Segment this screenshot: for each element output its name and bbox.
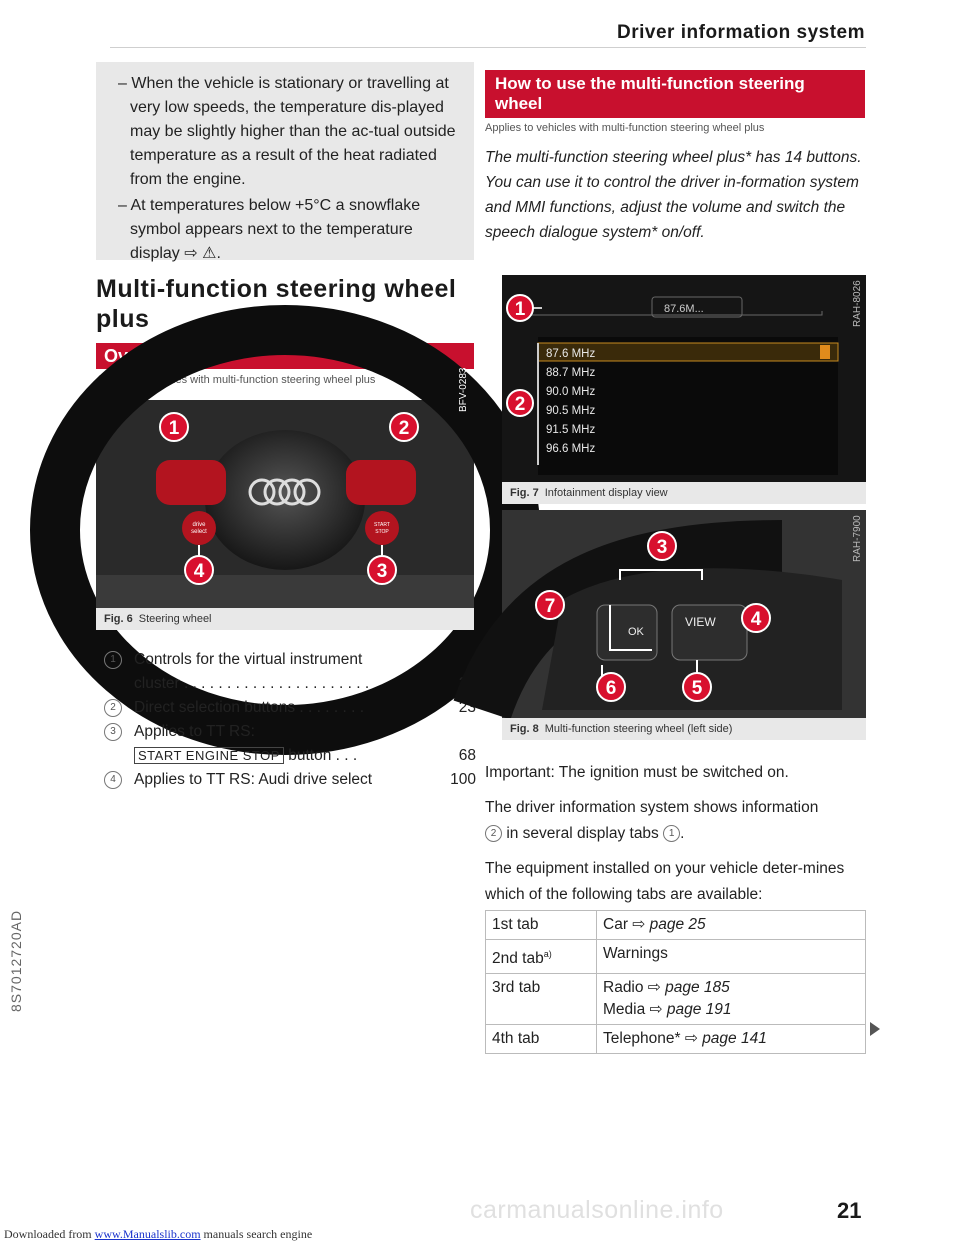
svg-text:96.6 MHz: 96.6 MHz <box>546 443 596 455</box>
continue-arrow-icon <box>870 1022 880 1036</box>
paragraph: Important: The ignition must be switched on. <box>485 764 789 781</box>
document-code: 8S7012720AD <box>8 909 24 1012</box>
note-item: – When the vehicle is stationary or travelling at very low speeds, the temperature dis-played may be slightly higher than the ac-tual outside temperature as a result of the heat radiated from the engine. <box>118 75 456 188</box>
legend-item: 2 Direct selection buttons . . . . . . . . 23 <box>104 696 476 720</box>
legend-item: 4 Applies to TT RS: Audi drive select 100 <box>104 768 476 792</box>
tab-label: 87.6M... <box>664 303 704 315</box>
applies-note: Applies to vehicles with multi-function steering wheel plus <box>96 374 376 386</box>
svg-text:90.0 MHz: 90.0 MHz <box>546 386 596 398</box>
svg-text:91.5 MHz: 91.5 MHz <box>546 424 596 436</box>
svg-text:1: 1 <box>514 299 526 320</box>
figure-code: RAH-7900 <box>852 515 863 562</box>
callout-3 <box>648 532 676 560</box>
figure-code: BFV-0283 <box>458 367 469 412</box>
legend-list <box>104 648 476 792</box>
ok-button-label: OK <box>628 626 644 638</box>
callout-4 <box>185 556 213 584</box>
svg-text:2: 2 <box>398 418 410 439</box>
callout-2 <box>507 390 533 416</box>
manualslib-link[interactable]: www.Manualslib.com <box>94 1227 201 1241</box>
table-row: 1st tab Car ⇨ page 25 <box>486 911 866 940</box>
legend-item-cont: START ENGINE STOP button . . . 68 <box>104 744 476 768</box>
legend-item: 1 Controls for the virtual instrument <box>104 648 476 672</box>
svg-text:6: 6 <box>605 678 617 699</box>
svg-text:drive: drive <box>192 522 206 528</box>
legend-item: 3 Applies to TT RS: <box>104 720 476 744</box>
tabs-table <box>485 910 866 1054</box>
callout-7 <box>536 591 564 619</box>
figure-caption: Fig. 8 Multi-function steering wheel (left side) <box>502 718 866 740</box>
section-heading: Multi-function steering wheel plus <box>96 275 457 333</box>
callout-6 <box>597 673 625 701</box>
infotainment-illustration <box>502 275 866 482</box>
callout-2 <box>390 413 418 441</box>
svg-text:88.7 MHz: 88.7 MHz <box>546 367 596 379</box>
steering-left-illustration <box>502 510 866 718</box>
svg-text:4: 4 <box>750 609 762 630</box>
table-row: 2nd tab$^{a)}$ Warnings <box>486 940 866 974</box>
note-box <box>96 62 474 260</box>
callout-4 <box>742 604 770 632</box>
svg-text:1: 1 <box>168 418 180 439</box>
figure-steering-left <box>502 510 866 718</box>
svg-text:5: 5 <box>691 678 703 699</box>
howto-heading: How to use the multi-function steering wheel <box>485 70 865 118</box>
figure-caption: Fig. 7 Infotainment display view <box>502 482 866 504</box>
header-rule <box>110 47 866 48</box>
svg-text:87.6 MHz: 87.6 MHz <box>546 348 596 360</box>
intro-paragraph: The multi-function steering wheel plus* has 14 buttons. You can use it to control the driver in-formation system and MMI functions, adjust the volume and switch the speech dialogue system* on/off. <box>485 149 862 241</box>
svg-text:90.5 MHz: 90.5 MHz <box>546 405 596 417</box>
running-header: Driver information system <box>617 22 865 43</box>
page-number: 21 <box>837 1198 862 1223</box>
figure-infotainment-display <box>502 275 866 482</box>
svg-text:2: 2 <box>514 394 526 415</box>
svg-text:STOP: STOP <box>375 529 389 535</box>
figure-code: RAH-8026 <box>852 280 863 327</box>
table-row: 4th tab Telephone* ⇨ page 141 <box>486 1025 866 1054</box>
svg-text:7: 7 <box>544 596 556 617</box>
legend-item-cont: cluster . . . . . . . . . . . . . . . . . . . . . . 21 <box>134 675 476 692</box>
applies-note: Applies to vehicles with multi-function steering wheel plus <box>485 122 765 134</box>
callout-3 <box>368 556 396 584</box>
footer: Downloaded from www.Manualslib.com manuals search engine <box>4 1227 313 1241</box>
svg-text:4: 4 <box>193 561 205 582</box>
start-stop-key: START ENGINE STOP <box>134 747 284 764</box>
overview-heading: Overview <box>96 343 474 369</box>
watermark: carmanualsonline.info <box>470 1196 724 1224</box>
paragraph: The driver information system shows information 2 in several display tabs 1 . <box>485 799 819 842</box>
paragraph: The equipment installed on your vehicle deter-mines which of the following tabs are available: <box>485 860 845 903</box>
svg-text:select: select <box>191 529 207 535</box>
callout-1 <box>160 413 188 441</box>
svg-text:START: START <box>374 522 390 528</box>
figure-caption: Fig. 6 Steering wheel <box>96 608 474 630</box>
view-button-label: VIEW <box>685 615 716 629</box>
note-item: – At temperatures below +5°C a snowflake symbol appears next to the temperature display ⇨ ⚠. <box>118 197 421 262</box>
svg-text:3: 3 <box>376 561 388 582</box>
table-row: 3rd tab Radio ⇨ page 185 Media ⇨ page 191 <box>486 974 866 1025</box>
svg-text:3: 3 <box>656 537 668 558</box>
callout-1 <box>507 295 533 321</box>
callout-5 <box>683 673 711 701</box>
